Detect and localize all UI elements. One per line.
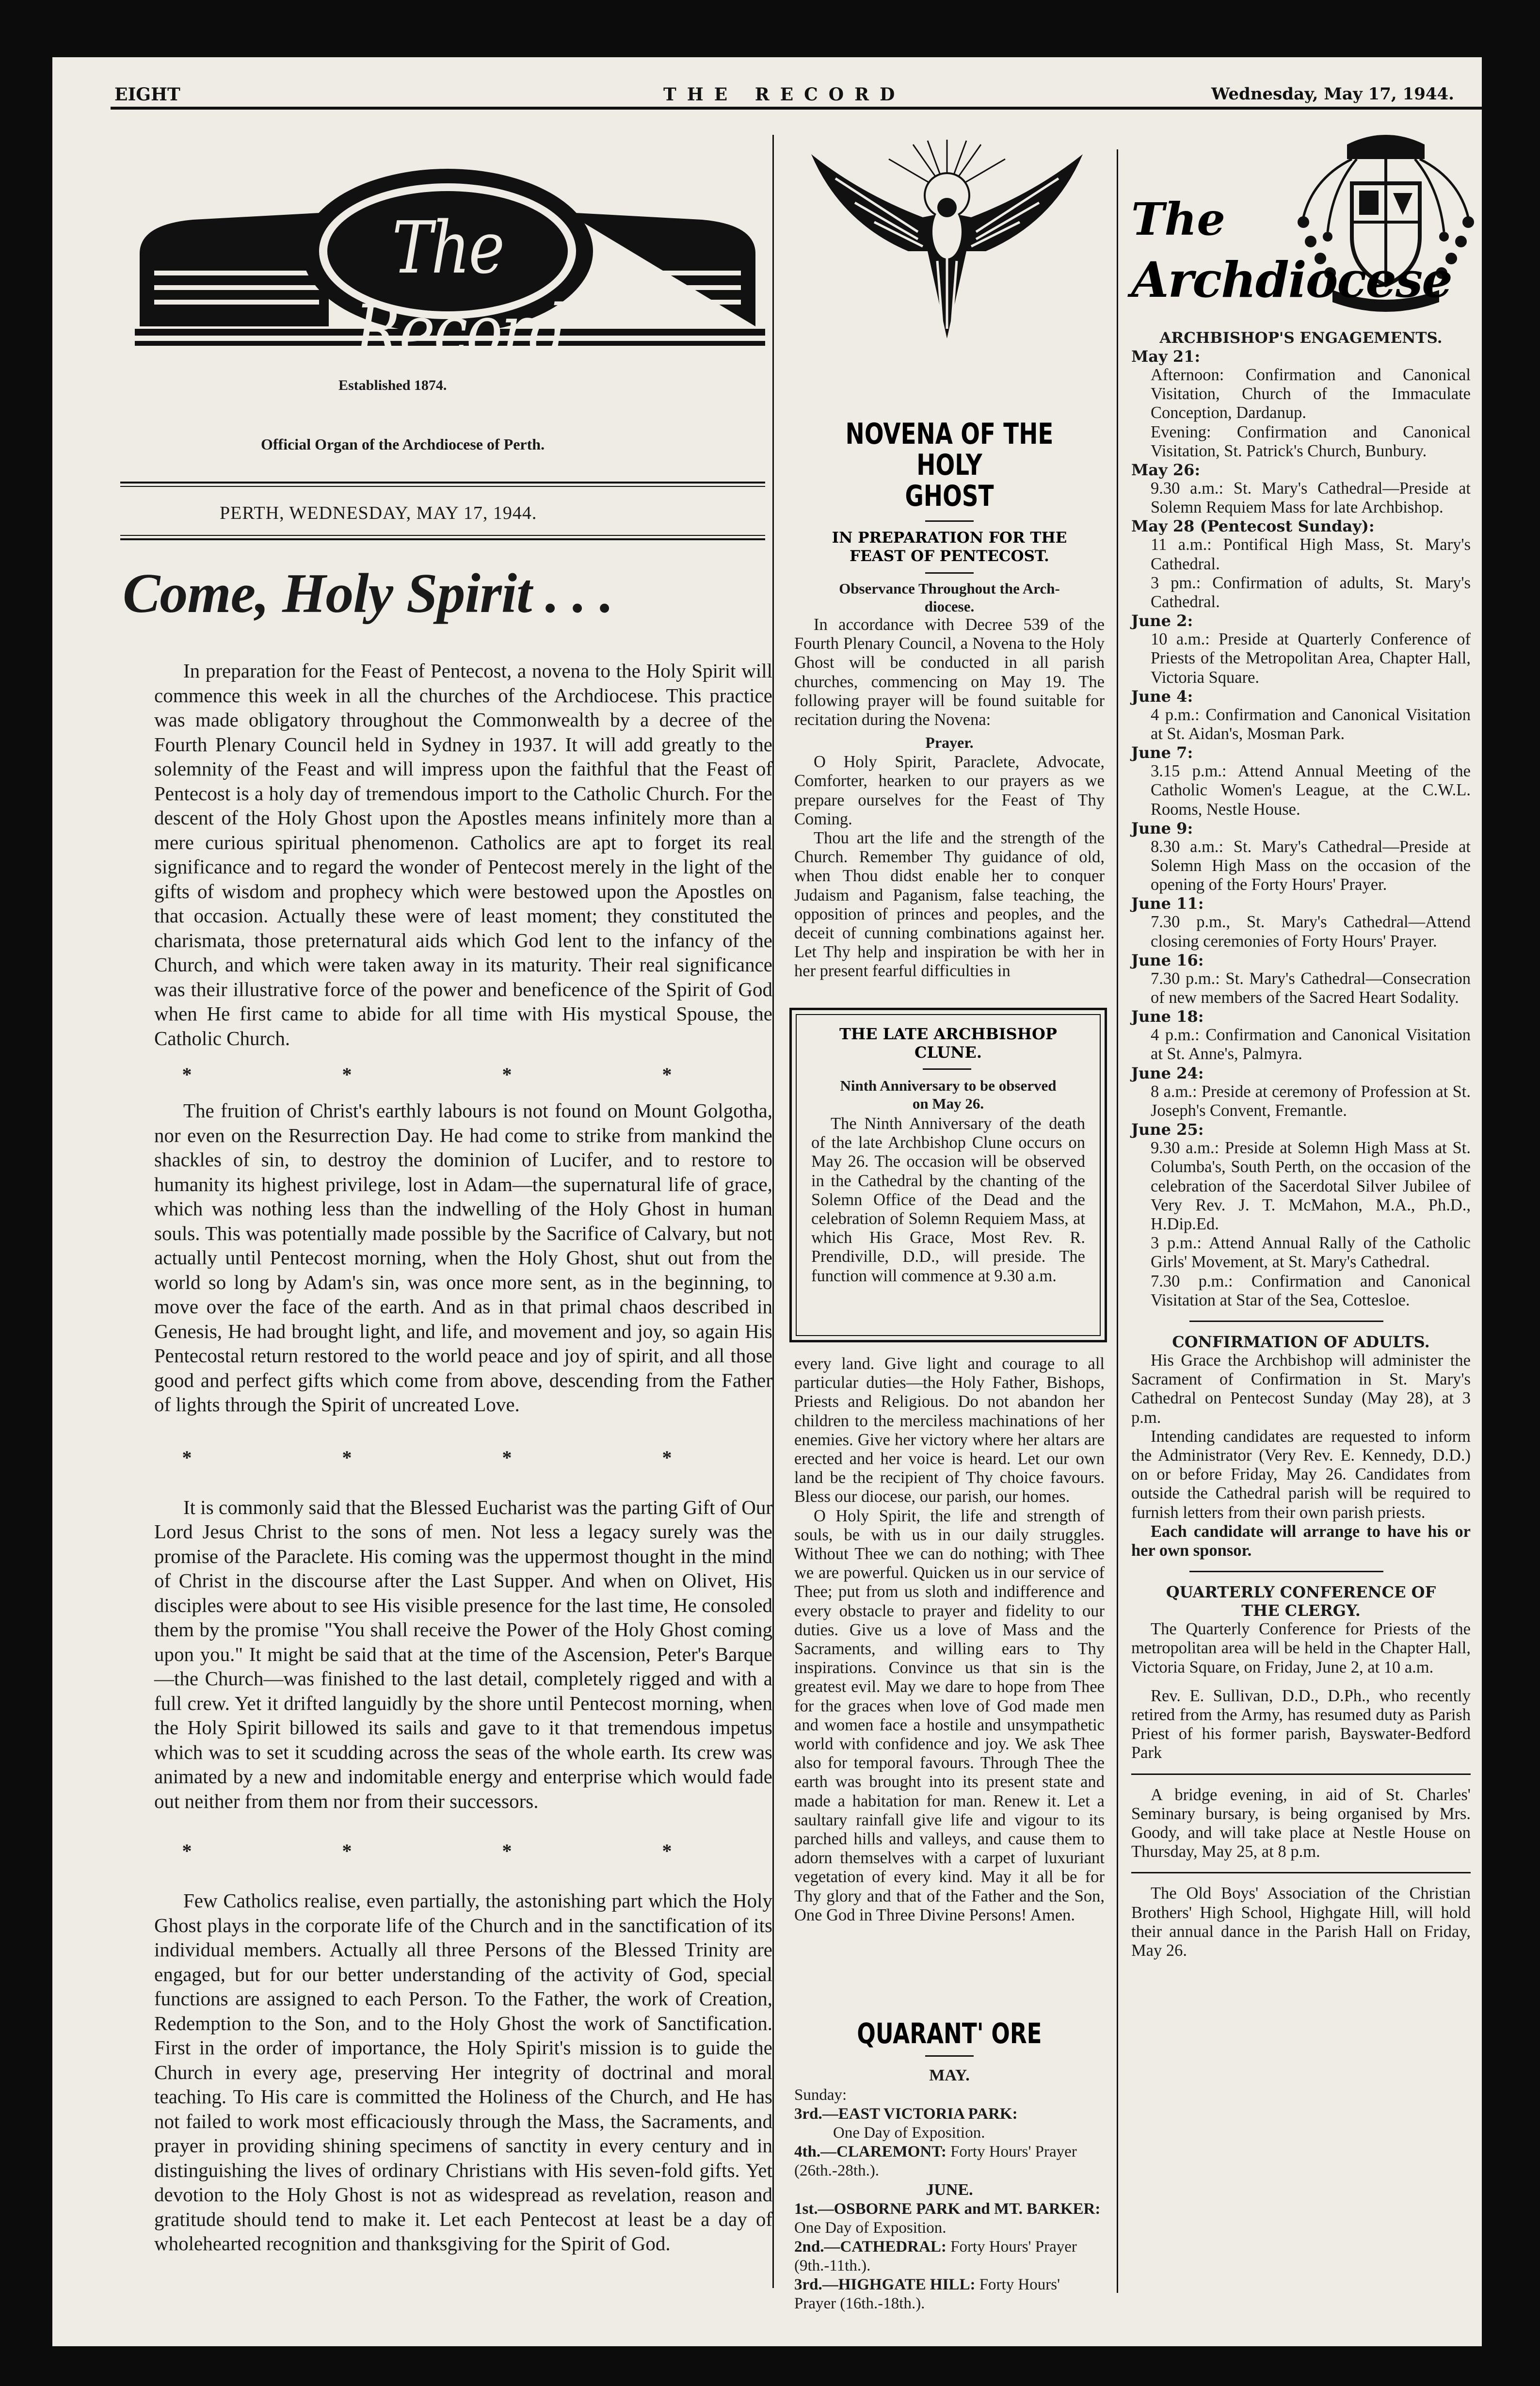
old-boys-notice: The Old Boys' Association of the Christian Brothers' High School, Highgate Hill, will hold their annual dance in the Parish Hall on Friday, May 26. [1131,1884,1471,1960]
rule [120,486,765,487]
rule [1131,1872,1471,1873]
confirmation-heading: CONFIRMATION OF ADULTS. [1172,1332,1430,1351]
confirmation-text: His Grace the Archbishop will administer the Sacrament of Confirmation in St. Mary's Cathedral on Pentecost Sunday (May 28), at 3 p.m. [1131,1351,1471,1427]
engagement-detail: 3 pm.: Confirmation of adults, St. Mary's Cathedral. [1151,573,1471,612]
quarant-entry-text: Forty Hours' Prayer (16th.-18th.). [794,2276,1060,2312]
official-organ: Official Organ of the Archdiocese of Perth. [261,435,545,453]
archdiocese-column [1131,329,1471,1960]
bridge-evening-notice: A bridge evening, in aid of St. Charles' Seminary bursary, is being organised by Mrs. Goody, and will take place at Nestle House on Thursday, May 25, at 8 p.m. [1131,1785,1471,1861]
engagement-detail: 8 a.m.: Preside at ceremony of Profession at St. Joseph's Convent, Fremantle. [1151,1082,1471,1120]
newspaper-page [52,57,1482,2346]
quarant-entry-label: 1st.—OSBORNE PARK and MT. BARKER: [794,2200,1101,2218]
novena-intro: In accordance with Decree 539 of the Fourth Plenary Council, a Novena to the Holy Ghost will be conducted in all parish churches, commencing on May 19. The following prayer will be found suitable for recitation during the Novena: [794,615,1105,729]
archdiocese-title: Archdiocese [1131,251,1452,308]
quarant-month: JUNE. [926,2181,973,2199]
quarant-entry-text: Forty Hours' Prayer (26th.-28th.). [794,2143,1077,2179]
engagement-date: June 11: [1131,894,1204,913]
section-break: * * * * [182,1446,745,1468]
clune-title: CLUNE. [914,1043,982,1062]
quarant-sunday: Sunday: [794,2086,847,2104]
quarant-entry-label: 3rd.—HIGHGATE HILL: [794,2276,976,2293]
engagement-detail: 7.30 p.m.: St. Mary's Cathedral—Consecration of new members of the Sacred Heart Sodality. [1151,969,1471,1007]
quarant-ore [794,2016,1105,2313]
quarant-entry [794,2200,1105,2238]
engagement-date: May 26: [1131,461,1201,480]
rule [925,572,974,574]
novena-subhead: IN PREPARATION FOR THE [832,529,1067,547]
editorial-title: Come, Holy Spirit . . . [123,563,613,625]
engagements-heading: ARCHBISHOP'S ENGAGEMENTS. [1159,329,1443,347]
section-break: * * * * [182,1064,745,1085]
rule [120,535,765,536]
engagement-detail: Evening: Confirmation and Canonical Visitation, St. Patrick's Church, Bunbury. [1151,422,1471,460]
rule [120,482,765,484]
prayer-paragraph: every land. Give light and courage to all particular duties—the Holy Father, Bishops, Priests and Religious. Do not abandon her children to the merciless machinations of her enemies. Give her victory where her altars are erected and her voice is heard. Let our own land be the recipient of Thy choice favours. Bless our diocese, our parish, our homes. [794,1354,1105,1506]
established: Established 1874. [338,377,447,393]
clune-subhead: on May 26. [912,1095,984,1112]
engagement-detail: 8.30 a.m.: St. Mary's Cathedral—Preside at Solemn High Mass on the occasion of the opening of the Forty Hours' Prayer. [1151,837,1471,894]
quarant-entry-label: 4th.—CLAREMONT: [794,2143,946,2160]
novena-title: GHOST [905,479,994,513]
quarant-entry [794,2238,1105,2275]
novena-title: NOVENA OF THE HOLY [845,417,1054,482]
section-break: * * * * [182,1840,745,1862]
engagement-detail: 3 p.m.: Attend Annual Rally of the Catholic Girls' Movement, at St. Mary's Cathedral. [1151,1234,1471,1272]
engagement-detail: 11 a.m.: Pontifical High Mass, St. Mary's Cathedral. [1151,535,1471,573]
quarant-entry [794,2275,1105,2313]
quarant-month: MAY. [929,2066,970,2084]
prayer-heading: Prayer. [925,734,974,752]
confirmation-text: Intending candidates are requested to inform the Administrator (Very Rev. E. Kennedy, D.D.) on or before Friday, May 26. Candidates from outside the Cathedral parish will be required to furnish letters from their own parish priests. [1131,1427,1471,1522]
engagement-date: May 28 (Pentecost Sunday): [1131,517,1375,536]
confirmation-text: Each candidate will arrange to have his or her own sponsor. [1131,1522,1471,1560]
engagement-detail: 10 a.m.: Preside at Quarterly Conference of Priests of the Metropolitan Area, Chapter Hall, Victoria Square. [1151,630,1471,687]
dateline: PERTH, WEDNESDAY, MAY 17, 1944. [220,503,537,523]
masthead-logo [125,166,775,373]
quarterly-heading: QUARTERLY CONFERENCE OF [1166,1583,1436,1602]
rule [120,538,765,540]
engagement-detail: 7.30 p.m., St. Mary's Cathedral—Attend closing ceremonies of Forty Hours' Prayer. [1151,913,1471,951]
rule [1131,1773,1471,1775]
clune-notice-box [789,1008,1107,1342]
quarterly-heading: THE CLERGY. [1241,1601,1361,1620]
engagement-date: June 9: [1131,819,1193,838]
editorial-paragraph: The fruition of Christ's earthly labours is not found on Mount Golgotha, nor even on the Resurrection Day. He had come to strike from mankind the shackles of sin, to destroy the dominion of Lucifer, and to restore to humanity its highest privilege, lost in Adam—the supernatural life of grace, which was nothing less than the indwelling of the Holy Ghost in human souls. This was potentially made possible by the Sacrifice of Calvary, but not actually until Pentecost morning, when the Holy Ghost, shut out from the world so long by Adam's sin, was once more sent, as in the beginning, to move over the face of the earth. And as in that primal chaos described in Genesis, He had brought light, and life, and movement and joy, so again His Pentecostal return restored to the world peace and joy of spirit, and all those good and perfect gifts which come from above, descending from the Father of lights through the Spirit of uncreated Love. [154,1099,772,1416]
engagement-detail: 9.30 a.m.: Preside at Solemn High Mass at St. Columba's, South Perth, on the occasion of the celebration of the Sacerdotal Silver Jubilee of Very Rev. J. T. McMahon, M.A., Ph.D., H.Dip.Ed. [1151,1139,1471,1233]
column-rule [1117,149,1118,2293]
issue-date: Wednesday, May 17, 1944. [1211,84,1455,104]
engagement-date: June 4: [1131,687,1193,706]
clune-title: THE LATE ARCHBISHOP [839,1025,1057,1043]
clune-text: The Ninth Anniversary of the death of the late Archbishop Clune occurs on May 26. The occasion will be observed in the Cathedral by the chanting of the Solemn Office of the Dead and the celebration of Solemn Requiem Mass, at which His Grace, Most Rev. R. Prendiville, D.D., will preside. The function will commence at 9.30 a.m. [811,1114,1085,1285]
quarant-entry [794,2143,1105,2180]
engagement-date: June 16: [1131,951,1204,969]
rule [923,1068,971,1070]
engagement-date: June 18: [1131,1007,1204,1026]
engagement-detail: 7.30 p.m.: Confirmation and Canonical Visitation at Star of the Sea, Cottesloe. [1151,1272,1471,1309]
novena-subhead: FEAST OF PENTECOST. [850,548,1049,565]
novena-article [794,419,1105,981]
sullivan-notice: Rev. E. Sullivan, D.D., D.Ph., who recently retired from the Army, has resumed duty as Parish Priest of his former parish, Bayswater-Bedford Park [1131,1686,1471,1762]
masthead-title: The Record [354,206,566,373]
engagement-date: June 7: [1131,743,1193,762]
editorial-paragraph: In preparation for the Feast of Pentecost, a novena to the Holy Spirit will commence this week in all the churches of the Archdiocese. This practice was made obligatory throughout the Commonwealth by a decree of the Fourth Plenary Council held in Sydney in 1937. It will add greatly to the solemnity of the Feast and will impress upon the faithful that the Feast of Pentecost is a holy day of tremendous import to the Catholic Church. For the descent of the Holy Ghost upon the Apostles means infinitely more than a mere curious spiritual phenomenon. Catholics are apt to forget its real significance and to regard the wonder of Pentecost merely in the light of the gifts of wisdom and prophecy which were bestowed upon the Apostles on that occasion. Actually these were of least moment; they constituted the charismata, those preternatural aids which God lent to the infancy of the Church, and which were taken away in its maturity. Their real significance was their illustrative force of the power and beneficence of the Spirit of God when He first came to abide for all time with His mystical Spouse, the Catholic Church. [154,660,772,1049]
archdiocese-title: The [1131,193,1225,245]
rule [925,2055,974,2057]
quarant-entry-text: One Day of Exposition. [833,2124,985,2142]
prayer-paragraph: O Holy Spirit, the life and strength of souls, be with us in our daily struggles. Without Thee we can do nothing; with Thee we are powerful. Quicken us in our service of Thee; put from us sloth and indifference and every obstacle to prayer and fidelity to our duties. Give us a love of Mass and the Sacraments, and willing ears to Thy inspirations. Convince us that sin is the greatest evil. May we dare to hope from Thee for the graces when love of God made men and women face a hostile and unsympathetic world with confidence and joy. We ask Thee also for temporal favours. Through Thee the earth was brought into its present state and made a habitation for man. Renew it. Let a saultary rainfall give life and vigour to its parched hills and valleys, and cause them to adorn themselves with a carpet of luxuriant vegetation of every kind. May it all be for Thy glory and that of the Father and the Son, One God in Three Divine Persons! Amen. [794,1506,1105,1924]
engagement-date: June 24: [1131,1064,1204,1082]
novena-observance: Observance Throughout the Arch- [839,580,1060,597]
holy-spirit-dove-illustration [802,135,1092,368]
paper-name: THE RECORD [663,84,906,105]
engagement-detail: Afternoon: Confirmation and Canonical Visitation, Church of the Immaculate Conception, Dardanup. [1151,366,1471,422]
rule [1189,1321,1383,1322]
engagement-detail: 4 p.m.: Confirmation and Canonical Visitation at St. Anne's, Palmyra. [1151,1026,1471,1064]
rule [925,520,974,522]
engagement-detail: 4 p.m.: Confirmation and Canonical Visitation at St. Aidan's, Mosman Park. [1151,705,1471,743]
engagement-date: June 2: [1131,612,1193,630]
engagement-detail: 9.30 a.m.: St. Mary's Cathedral—Preside at Solemn Requiem Mass for late Archbishop. [1151,479,1471,517]
engagement-date: May 21: [1131,347,1201,366]
quarant-entry-text: One Day of Exposition. [794,2219,946,2237]
prayer-paragraph: O Holy Spirit, Paraclete, Advocate, Comforter, hearken to our prayers as we prepare ourselves for the Feast of Thy Coming. [794,753,1105,828]
clune-subhead: Ninth Anniversary to be observed [840,1077,1057,1094]
engagement-date: June 25: [1131,1120,1204,1139]
quarant-entry-text: Forty Hours' Prayer (9th.-11th.). [794,2238,1077,2274]
engagements-list [1131,347,1471,1310]
rule [1189,1571,1383,1572]
page-number: EIGHT [114,84,180,105]
quarant-entry-label: 3rd.—EAST VICTORIA PARK: [794,2105,1018,2123]
novena-continued [794,1354,1105,1925]
novena-observance: diocese. [924,598,975,615]
quarant-entry [794,2105,1105,2143]
header-rule [111,107,1482,110]
quarterly-text: The Quarterly Conference for Priests of the metropolitan area will be held in the Chapter Hall, Victoria Square, on Friday, June 2, at 10 a.m. [1131,1620,1471,1677]
quarant-entry-label: 2nd.—CATHEDRAL: [794,2238,946,2256]
editorial-paragraph: It is commonly said that the Blessed Eucharist was the parting Gift of Our Lord Jesus Christ to the sons of men. Not less a legacy surely was the promise of the Paraclete. His coming was the uppermost thought in the mind of Christ in the discourse after the Last Supper. And when on Olivet, His disciples were about to see His visible presence for the last time, He consoled them by the promise "You shall receive the Power of the Holy Ghost coming upon you." It might be said that at the time of the Ascension, Peter's Barque—the Church—was finished to the last detail, completely rigged and with a full crew. Yet it drifted languidly by the shore until Pentecost morning, when the Holy Spirit billowed its sails and gave to it that tremendous impetus which was to set it scudding across the seas of the whole earth. Its crew was animated by a new and indomitable energy and enterprise which would fade out neither from them nor from their successors. [154,1496,772,1812]
engagement-detail: 3.15 p.m.: Attend Annual Meeting of the Catholic Women's League, at the C.W.L. Rooms, Nestle House. [1151,762,1471,819]
prayer-paragraph: Thou art the life and the strength of the Church. Remember Thy guidance of old, when Thou didst enable her to conquer Judaism and Paganism, false teaching, the opposition of princes and peoples, and the deceit of cunning combinations against her. Let Thy help and inspiration be with her in her present fearful difficulties in [794,829,1105,981]
editorial-body [154,659,772,2256]
quarant-title: QUARANT' ORE [857,2017,1042,2050]
editorial-paragraph: Few Catholics realise, even partially, the astonishing part which the Holy Ghost plays in the corporate life of the Church and in the sanctification of its individual members. Actually all three Persons of the Blessed Trinity are engaged, but for our better understanding of the activity of God, special functions are assigned to each Person. To the Father, the work of Creation, Redemption to the Son, and to the Holy Ghost the work of Sanctification. First in the order of importance, the Holy Spirit's mission is to guide the Church in every age, preserving Her integrity of doctrinal and moral teaching. To His care is committed the Holiness of the Church, and He has not failed to work most efficaciously through the Mass, the Sacraments, and prayer in providing shining specimens of sanctity in every century and in distinguishing the lives of ordinary Christians with His seven-fold gifts. Yet devotion to the Holy Ghost is not as widespread as revelation, reason and gratitude should tend to make it. Let each Pentecost at least be a day of wholehearted recognition and thanksgiving for the Spirit of God. [154,1889,772,2255]
column-rule [772,135,774,2288]
